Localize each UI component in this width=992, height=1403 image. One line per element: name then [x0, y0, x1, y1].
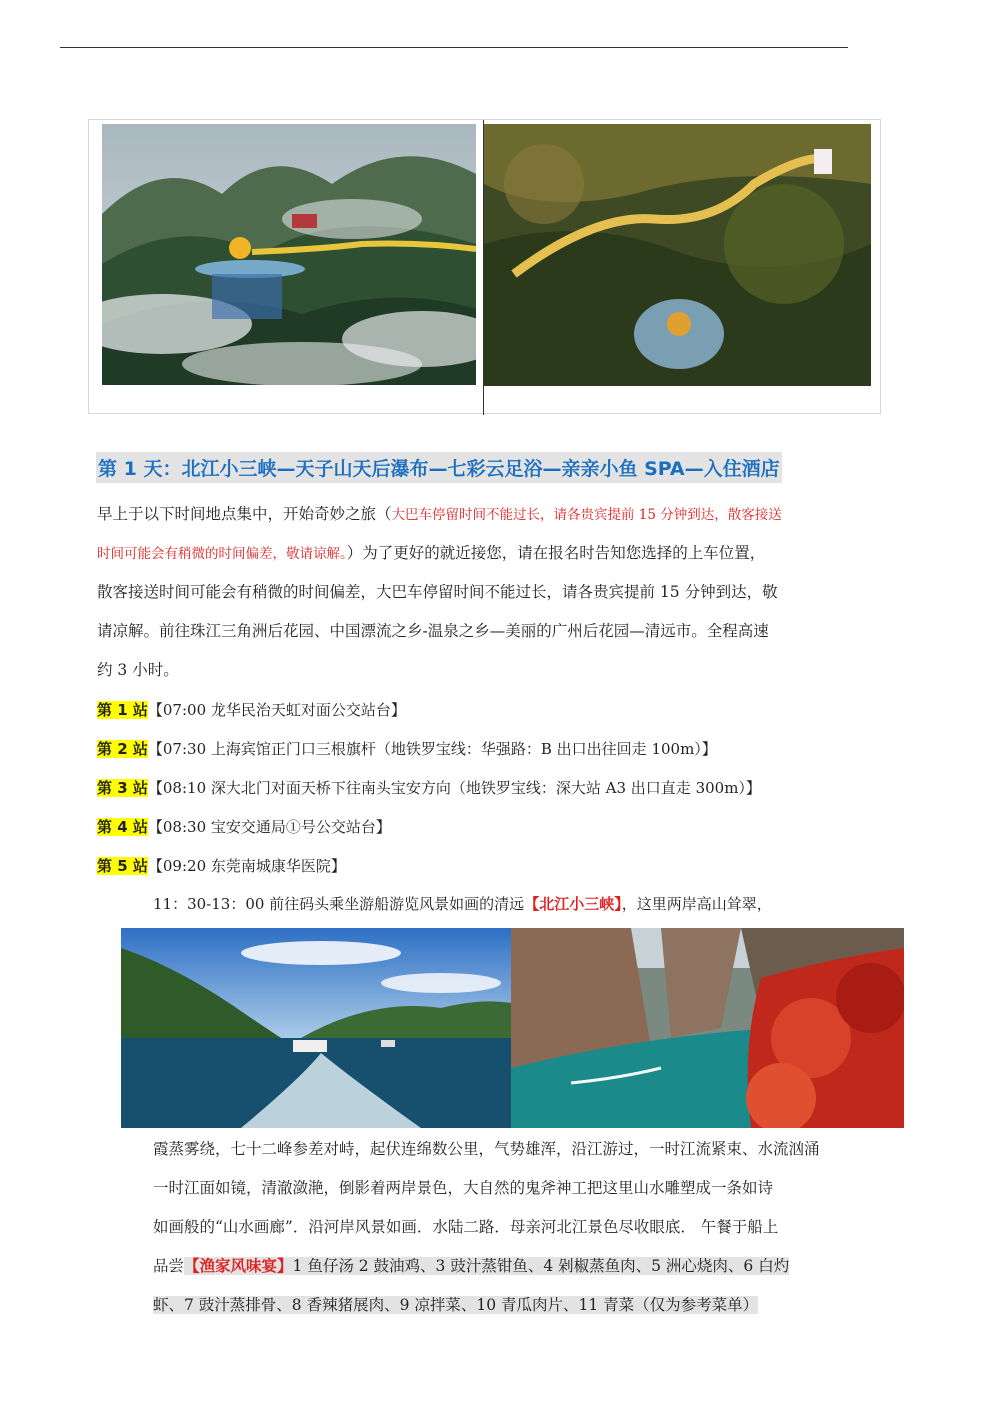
menu-highlight: 【渔家风味宴】 [184, 1257, 293, 1275]
stop-label: 第 3 站 [97, 779, 148, 797]
cruise-highlight: 【北江小三峡】 [524, 895, 622, 913]
stop-text: 【09:20 东莞南城康华医院】 [147, 857, 346, 875]
intro-line-3: 散客接送时间可能会有稍微的时间偏差，大巴车停留时间不能过长，请各贵宾提前 15 分钟到达，敬 [97, 583, 778, 601]
cruise-text: 品尝 [153, 1257, 185, 1275]
cruise-line-1 [153, 894, 772, 914]
stop-label: 第 5 站 [97, 857, 148, 875]
stop-label: 第 2 站 [97, 740, 148, 758]
gorge-red-leaves-icon [511, 928, 904, 1128]
day1-title: 第 1 天：北江小三峡—天子山天后瀑布—七彩云足浴—亲亲小鱼 SPA—入住酒店 [96, 452, 782, 483]
cruise-text: ，这里两岸高山耸翠， [621, 895, 772, 913]
intro-notice: 大巴车停留时间不能过长，请各贵宾提前 15 分钟到达，散客接送 [391, 507, 782, 523]
stop-label: 第 1 站 [97, 701, 148, 719]
intro-line-5: 约 3 小时。 [97, 661, 179, 679]
cruise-line-3: 一时江面如镜，清澈潋滟，倒影着两岸景色，大自然的鬼斧神工把这里山水雕塑成一条如诗 [153, 1179, 774, 1197]
stop-4 [97, 816, 391, 837]
skywalk-sunset-icon [484, 124, 871, 386]
stop-5 [97, 855, 346, 876]
cruise-line-5 [153, 1256, 789, 1276]
river-boat-icon [121, 928, 511, 1128]
menu-text: 1 鱼仔汤 2 鼓油鸡、3 豉汁蒸钳鱼、4 剁椒蒸鱼肉、5 洲心烧肉、6 白灼 [292, 1257, 790, 1275]
intro-line-4: 请凉解。前往珠江三角洲后花园、中国漂流之乡-温泉之乡—美丽的广州后花园—清远市。全程高速 [97, 622, 769, 640]
stop-1 [97, 699, 406, 720]
skywalk-mist-icon [102, 124, 476, 385]
intro-line-2 [97, 543, 765, 564]
intro-text: ）为了更好的就近接您，请在报名时告知您选择的上车位置， [346, 544, 766, 562]
cruise-line-2: 霞蒸雾绕，七十二峰参差对峙，起伏连绵数公里，气势雄浑，沿江游过，一时江流紧束、水流汹涌 [153, 1140, 820, 1158]
stop-label: 第 4 站 [97, 818, 148, 836]
stop-2 [97, 738, 717, 759]
header-rule [60, 47, 848, 48]
intro-text: 早上于以下时间地点集中，开始奇妙之旅（ [97, 505, 392, 523]
stop-text: 【08:10 深大北门对面天桥下往南头宝安方向（地铁罗宝线：深大站 A3 出口直走 300m）】 [147, 779, 761, 797]
stop-text: 【07:00 龙华民治天虹对面公交站台】 [147, 701, 406, 719]
intro-notice-cont: 时间可能会有稍微的时间偏差，敬请谅解。 [97, 546, 347, 562]
stop-3 [97, 777, 761, 798]
intro-line-1 [97, 504, 782, 525]
cruise-line-6 [153, 1295, 758, 1315]
cruise-text: 11：30-13：00 前往码头乘坐游船游览风景如画的清远 [153, 895, 525, 913]
cruise-line-4: 如画般的“山水画廊”．沿河岸风景如画．水陆二路．母亲河北江景色尽收眼底． 午餐于船上 [153, 1218, 779, 1236]
menu-text: 虾、7 豉汁蒸排骨、8 香辣猪展肉、9 凉拌菜、10 青瓜肉片、11 青菜（仅为参考菜单） [153, 1296, 759, 1314]
stop-text: 【07:30 上海宾馆正门口三根旗杆（地铁罗宝线：华强路：B 出口出往回走 100m）】 [147, 740, 717, 758]
stop-text: 【08:30 宝安交通局①号公交站台】 [147, 818, 391, 836]
